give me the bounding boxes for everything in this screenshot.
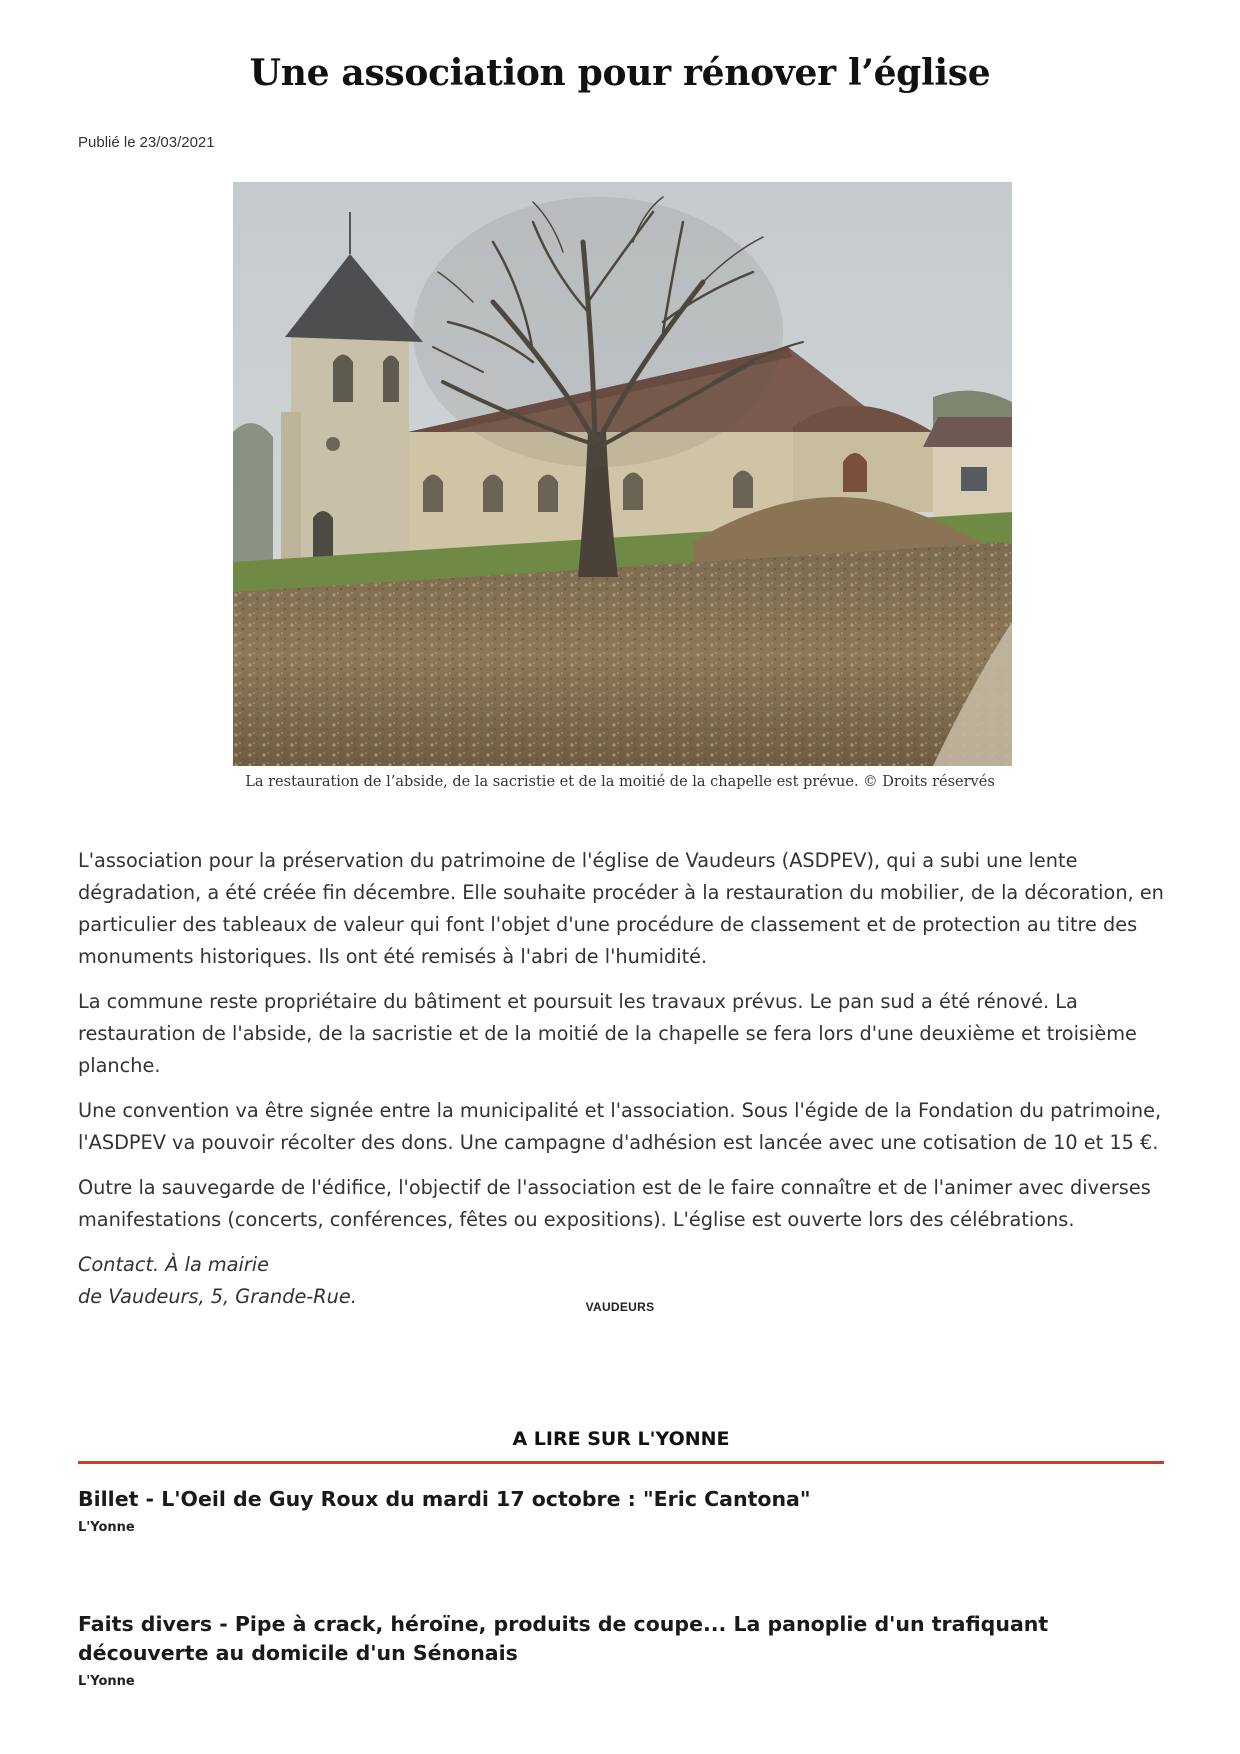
- church-photo: [233, 182, 1012, 766]
- article-paragraph: La commune reste propriétaire du bâtiment et poursuit les travaux prévus. Le pan sud a été rénové. La restauration de l'abside, de la sacristie et de la moitié de la chapelle se fera lors d'une deuxième et troisième planche.: [78, 990, 1137, 1077]
- article-paragraph: Une convention va être signée entre la municipalité et l'association. Sous l'égide de la Fondation du patrimoine, l'ASDPEV va pouvoir récolter des dons. Une campagne d'adhésion est lancée avec une cotisation de 10 et 15 €.: [78, 1099, 1162, 1154]
- article-body: [78, 845, 1164, 1326]
- article-photo: [233, 182, 1012, 766]
- article-title: Une association pour rénover l’église: [249, 52, 991, 94]
- published-date: 23/03/2021: [139, 134, 215, 151]
- published-label: Publié le: [78, 134, 136, 151]
- related-article[interactable]: [78, 1485, 1164, 1535]
- related-article[interactable]: [78, 1610, 1164, 1689]
- related-article-title[interactable]: Faits divers - Pipe à crack, héroïne, produits de coupe... La panoplie d'un trafiquant découverte au domicile d'un Sénonais: [78, 1612, 1049, 1665]
- related-article-source: L'Yonne: [78, 1520, 135, 1535]
- related-section-heading: A LIRE SUR L'YONNE: [78, 1428, 1164, 1464]
- article-paragraph: L'association pour la préservation du patrimoine de l'église de Vaudeurs (ASDPEV), qui a subi une lente dégradation, a été créée fin décembre. Elle souhaite procéder à la restauration du mobilier, de la décoration, en particulier des tableaux de valeur qui font l'objet d'une procédure de classement et de protection au titre des monuments historiques. Ils ont été remisés à l'abri de l'humidité.: [78, 849, 1164, 968]
- photo-caption: La restauration de l’abside, de la sacristie et de la moitié de la chapelle est prévue. © Droits réservés: [245, 774, 995, 790]
- related-article-source: L'Yonne: [78, 1674, 135, 1689]
- related-article-title[interactable]: Billet - L'Oeil de Guy Roux du mardi 17 octobre : "Eric Cantona": [78, 1487, 811, 1511]
- publication-date: [78, 134, 219, 151]
- location-tag[interactable]: VAUDEURS: [585, 1300, 655, 1314]
- contact-line: de Vaudeurs, 5, Grande-Rue.: [78, 1285, 357, 1308]
- article-paragraph: Outre la sauvegarde de l'édifice, l'objectif de l'association est de le faire connaître et de l'animer avec diverses manifestations (concerts, conférences, fêtes ou expositions). L'église est ouverte lors des célébrations.: [78, 1176, 1151, 1231]
- contact-line: Contact. À la mairie: [78, 1253, 269, 1276]
